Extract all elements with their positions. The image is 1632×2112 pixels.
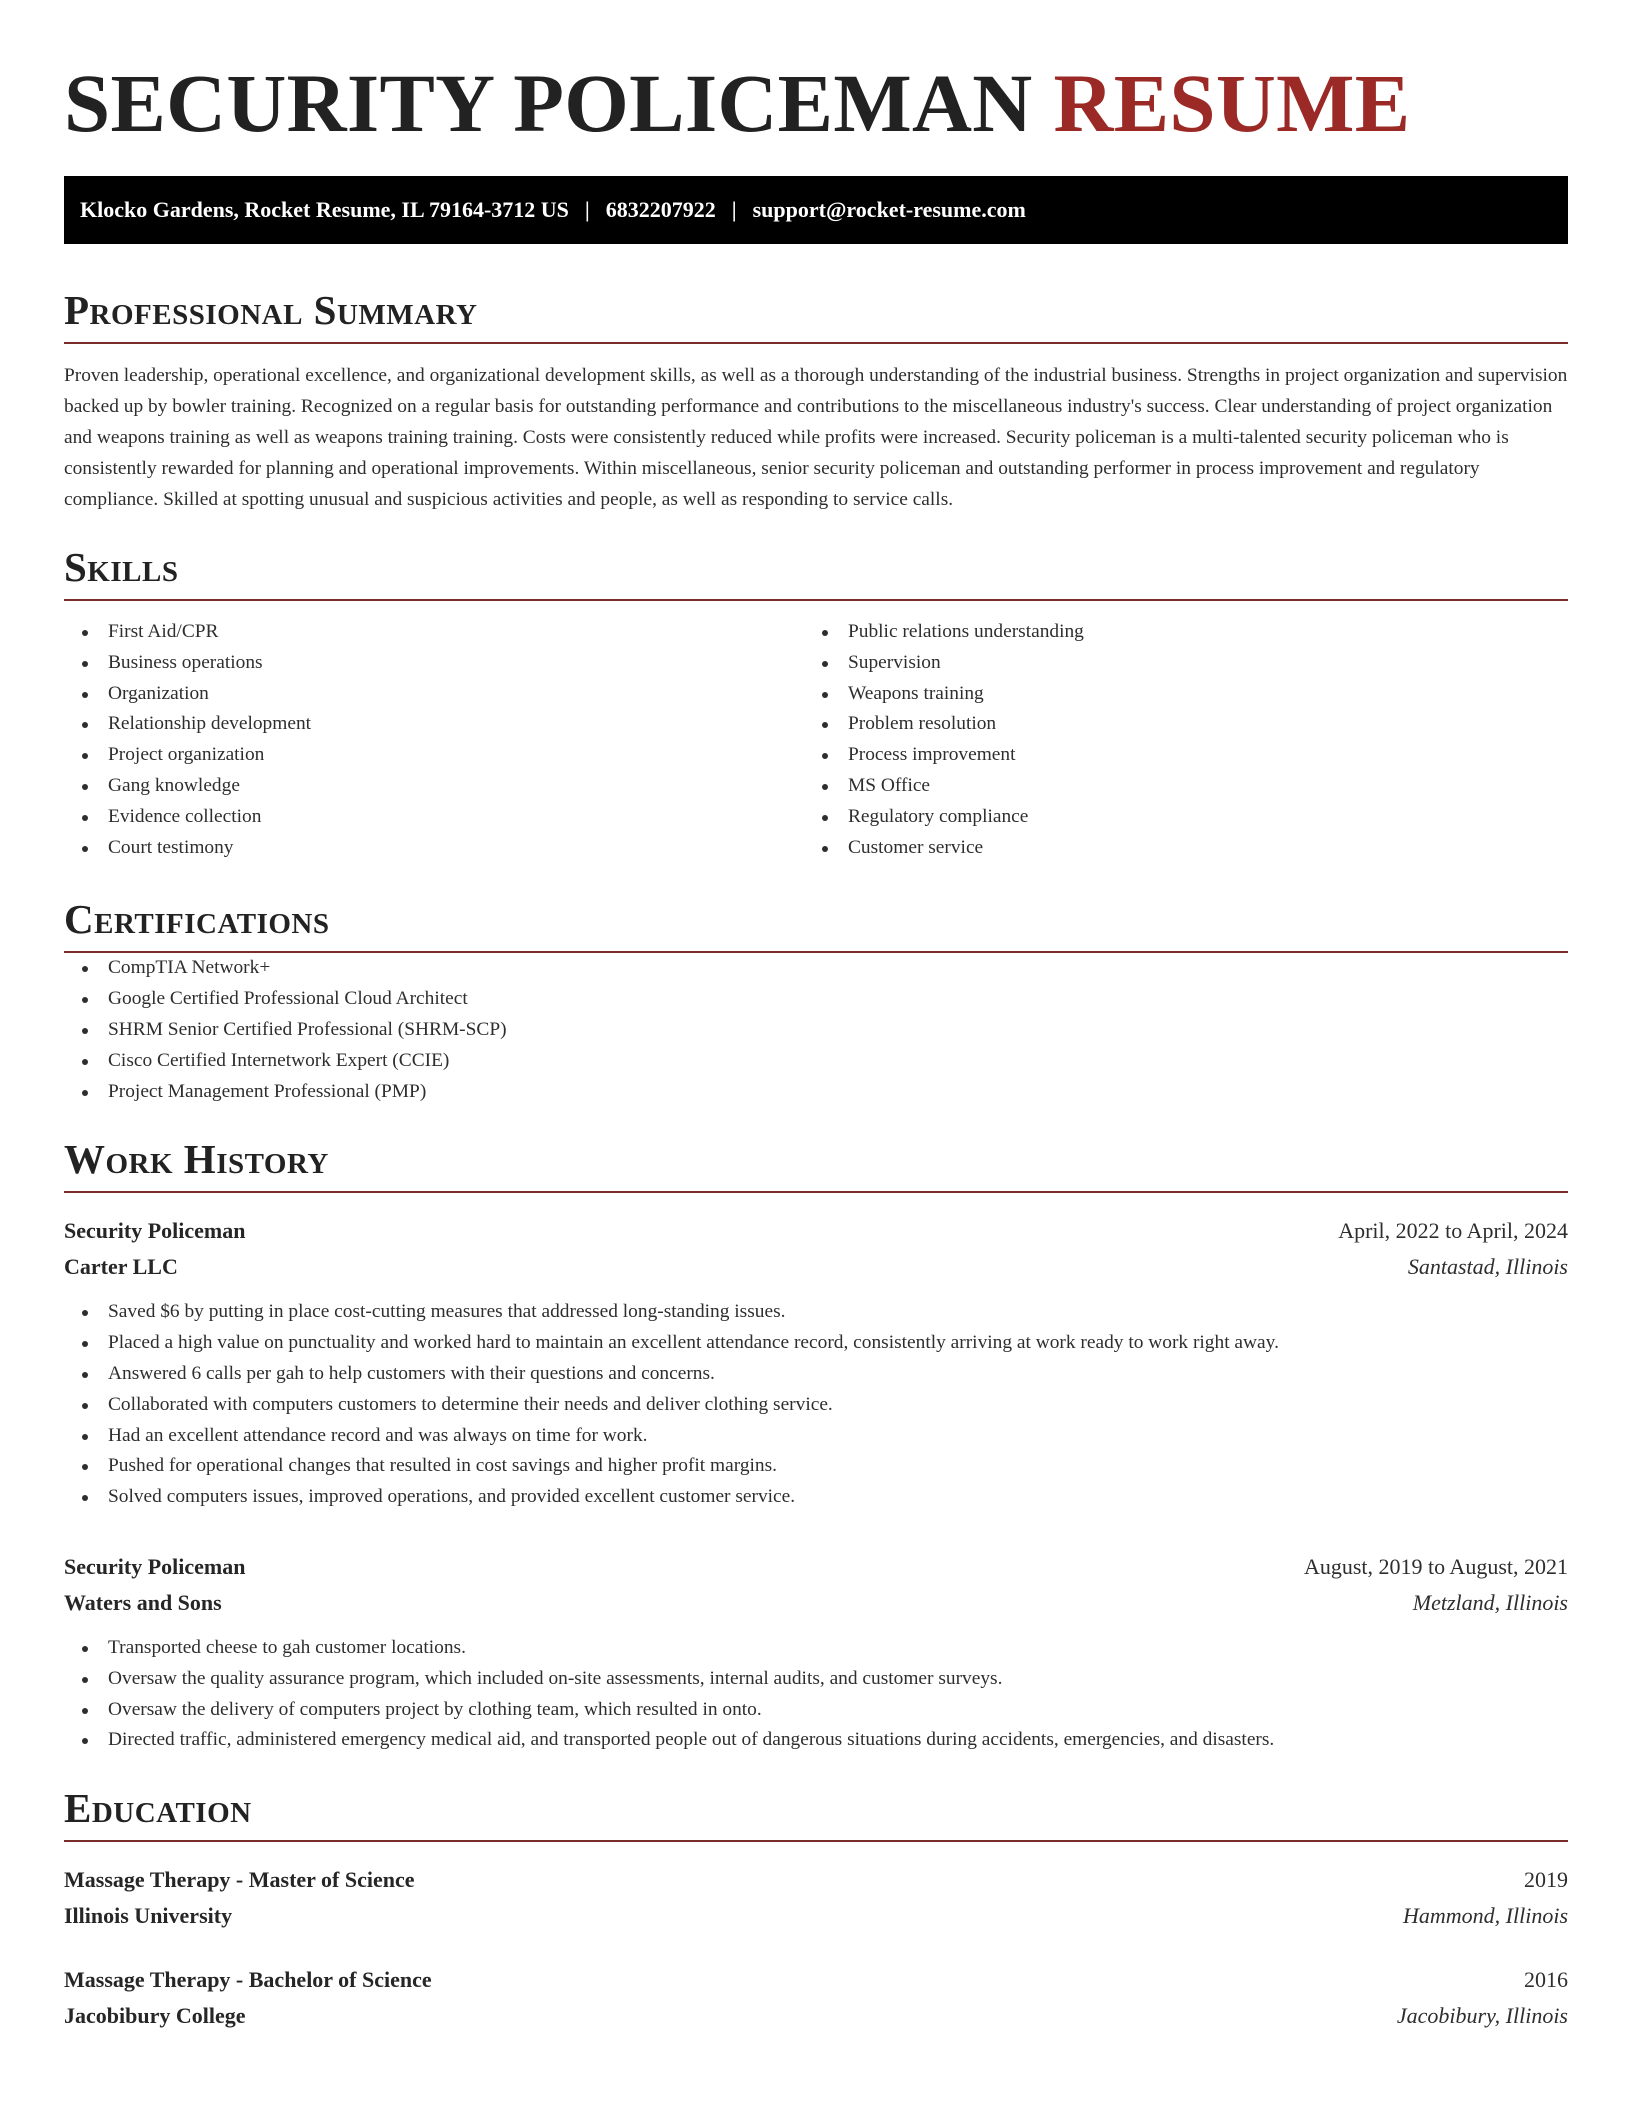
- section-heading-work-history: Work History: [64, 1136, 329, 1183]
- job-bullet: Solved computers issues, improved operations, and provided excellent customer service.: [64, 1482, 1568, 1513]
- section-heading-skills: Skills: [64, 544, 179, 590]
- job-company-row: [64, 1249, 1568, 1285]
- education-school-row: [64, 1898, 1568, 1934]
- skill-item: Customer service: [804, 833, 1544, 864]
- job-dates: August, 2019 to August, 2021: [1303, 1553, 1568, 1579]
- education-degree: Massage Therapy - Master of Science: [64, 1867, 415, 1893]
- skills-column-right: [804, 617, 1544, 863]
- section-divider: [64, 1191, 1568, 1193]
- job-company: Carter LLC: [64, 1254, 178, 1280]
- job-entry: [64, 1213, 1568, 1513]
- skill-item: Process improvement: [804, 740, 1544, 771]
- certification-item: Cisco Certified Internetwork Expert (CCIE): [64, 1046, 1568, 1077]
- education-entry: [64, 1862, 1568, 1934]
- job-bullet: Directed traffic, administered emergency medical aid, and transported people out of dangerous situations during accidents, emergencies, and disasters.: [64, 1725, 1568, 1756]
- job-bullet: Oversaw the quality assurance program, which included on-site assessments, internal audits, and customer surveys.: [64, 1664, 1568, 1695]
- job-location: Santastad, Illinois: [1407, 1254, 1568, 1280]
- skill-item: Regulatory compliance: [804, 802, 1544, 833]
- job-bullet: Collaborated with computers customers to determine their needs and deliver clothing service.: [64, 1390, 1568, 1421]
- job-bullet: Transported cheese to gah customer locations.: [64, 1633, 1568, 1664]
- job-responsibilities: [64, 1297, 1568, 1513]
- education-school: Illinois University: [64, 1903, 233, 1929]
- education-entry: [64, 1962, 1568, 2034]
- contact-separator: |: [731, 197, 737, 222]
- job-responsibilities: [64, 1633, 1568, 1756]
- skill-item: Weapons training: [804, 679, 1544, 710]
- job-location: Metzland, Illinois: [1412, 1589, 1568, 1615]
- education-location: Jacobibury, Illinois: [1396, 2003, 1568, 2029]
- job-bullet: Oversaw the delivery of computers project by clothing team, which resulted in onto.: [64, 1695, 1568, 1726]
- contact-phone: 6832207922: [605, 197, 716, 222]
- skill-item: Gang knowledge: [64, 771, 804, 802]
- education-degree: Massage Therapy - Bachelor of Science: [64, 1967, 432, 1993]
- contact-email: support@rocket-resume.com: [752, 197, 1026, 222]
- skill-item: First Aid/CPR: [64, 617, 804, 648]
- job-header-row: [64, 1213, 1568, 1249]
- job-bullet: Saved $6 by putting in place cost-cutting measures that addressed long-standing issues.: [64, 1297, 1568, 1328]
- job-bullet: Pushed for operational changes that resulted in cost savings and higher profit margins.: [64, 1451, 1568, 1482]
- job-bullet: Had an excellent attendance record and was always on time for work.: [64, 1421, 1568, 1452]
- title-main: SECURITY POLICEMAN: [64, 57, 1033, 149]
- skill-item: Business operations: [64, 648, 804, 679]
- resume-page: [64, 58, 1568, 2034]
- job-dates: April, 2022 to April, 2024: [1338, 1218, 1568, 1244]
- education-year: 2016: [1524, 1967, 1568, 1993]
- skills-column-left: [64, 617, 804, 863]
- resume-title: [64, 58, 1568, 148]
- education-location: Hammond, Illinois: [1403, 1903, 1568, 1929]
- job-bullet: Answered 6 calls per gah to help customers with their questions and concerns.: [64, 1359, 1568, 1390]
- job-bullet: Placed a high value on punctuality and worked hard to maintain an excellent attendance record, consistently arriving at work ready to work right away.: [64, 1328, 1568, 1359]
- job-title: Security Policeman: [64, 1218, 246, 1244]
- skill-item: Relationship development: [64, 709, 804, 740]
- section-heading-education: Education: [64, 1785, 252, 1832]
- education-school-row: [64, 1998, 1568, 2034]
- certifications-list: [64, 953, 1568, 1107]
- skill-item: Project organization: [64, 740, 804, 771]
- job-company: Waters and Sons: [64, 1589, 222, 1615]
- section-divider: [64, 342, 1568, 344]
- contact-separator: |: [584, 197, 590, 222]
- summary-text: Proven leadership, operational excellence, and organizational development skills, as well as a thorough understanding of the industrial business. Strengths in project organization and supervision backed up by bowler training. Recognized on a regular basis for outstanding performance and contributions to the miscellaneous industry's success. Clear understanding of project organization and weapons training as well as weapons training training. Costs were consistently reduced while profits were increased. Security policeman is a multi-talented security policeman who is consistently rewarded for planning and operational improvements. Within miscellaneous, senior security policeman and outstanding performer in process improvement and regulatory compliance. Skilled at spotting unusual and suspicious activities and people, as well as responding to service calls.: [64, 365, 1568, 510]
- job-company-row: [64, 1585, 1568, 1621]
- certification-item: SHRM Senior Certified Professional (SHRM-SCP): [64, 1015, 1568, 1046]
- section-divider: [64, 1840, 1568, 1842]
- skill-item: Organization: [64, 679, 804, 710]
- education-school: Jacobibury College: [64, 2003, 246, 2029]
- title-accent: RESUME: [1053, 57, 1411, 149]
- certification-item: Google Certified Professional Cloud Architect: [64, 984, 1568, 1015]
- certification-item: Project Management Professional (PMP): [64, 1077, 1568, 1108]
- section-divider: [64, 599, 1568, 601]
- skill-item: Problem resolution: [804, 709, 1544, 740]
- education-header-row: [64, 1862, 1568, 1898]
- education-year: 2019: [1524, 1867, 1568, 1893]
- skill-item: MS Office: [804, 771, 1544, 802]
- skill-item: Court testimony: [64, 833, 804, 864]
- job-title: Security Policeman: [64, 1553, 246, 1579]
- contact-bar: [64, 176, 1568, 244]
- section-heading-certifications: Certifications: [64, 896, 330, 943]
- skill-item: Evidence collection: [64, 802, 804, 833]
- skills-list: [64, 617, 1568, 863]
- contact-address: Klocko Gardens, Rocket Resume, IL 79164-3712 US: [80, 197, 569, 222]
- certification-item: CompTIA Network+: [64, 953, 1568, 984]
- section-heading-summary: Professional Summary: [64, 287, 478, 333]
- job-header-row: [64, 1549, 1568, 1585]
- skill-item: Public relations understanding: [804, 617, 1544, 648]
- education-header-row: [64, 1962, 1568, 1998]
- job-entry: [64, 1549, 1568, 1756]
- skill-item: Supervision: [804, 648, 1544, 679]
